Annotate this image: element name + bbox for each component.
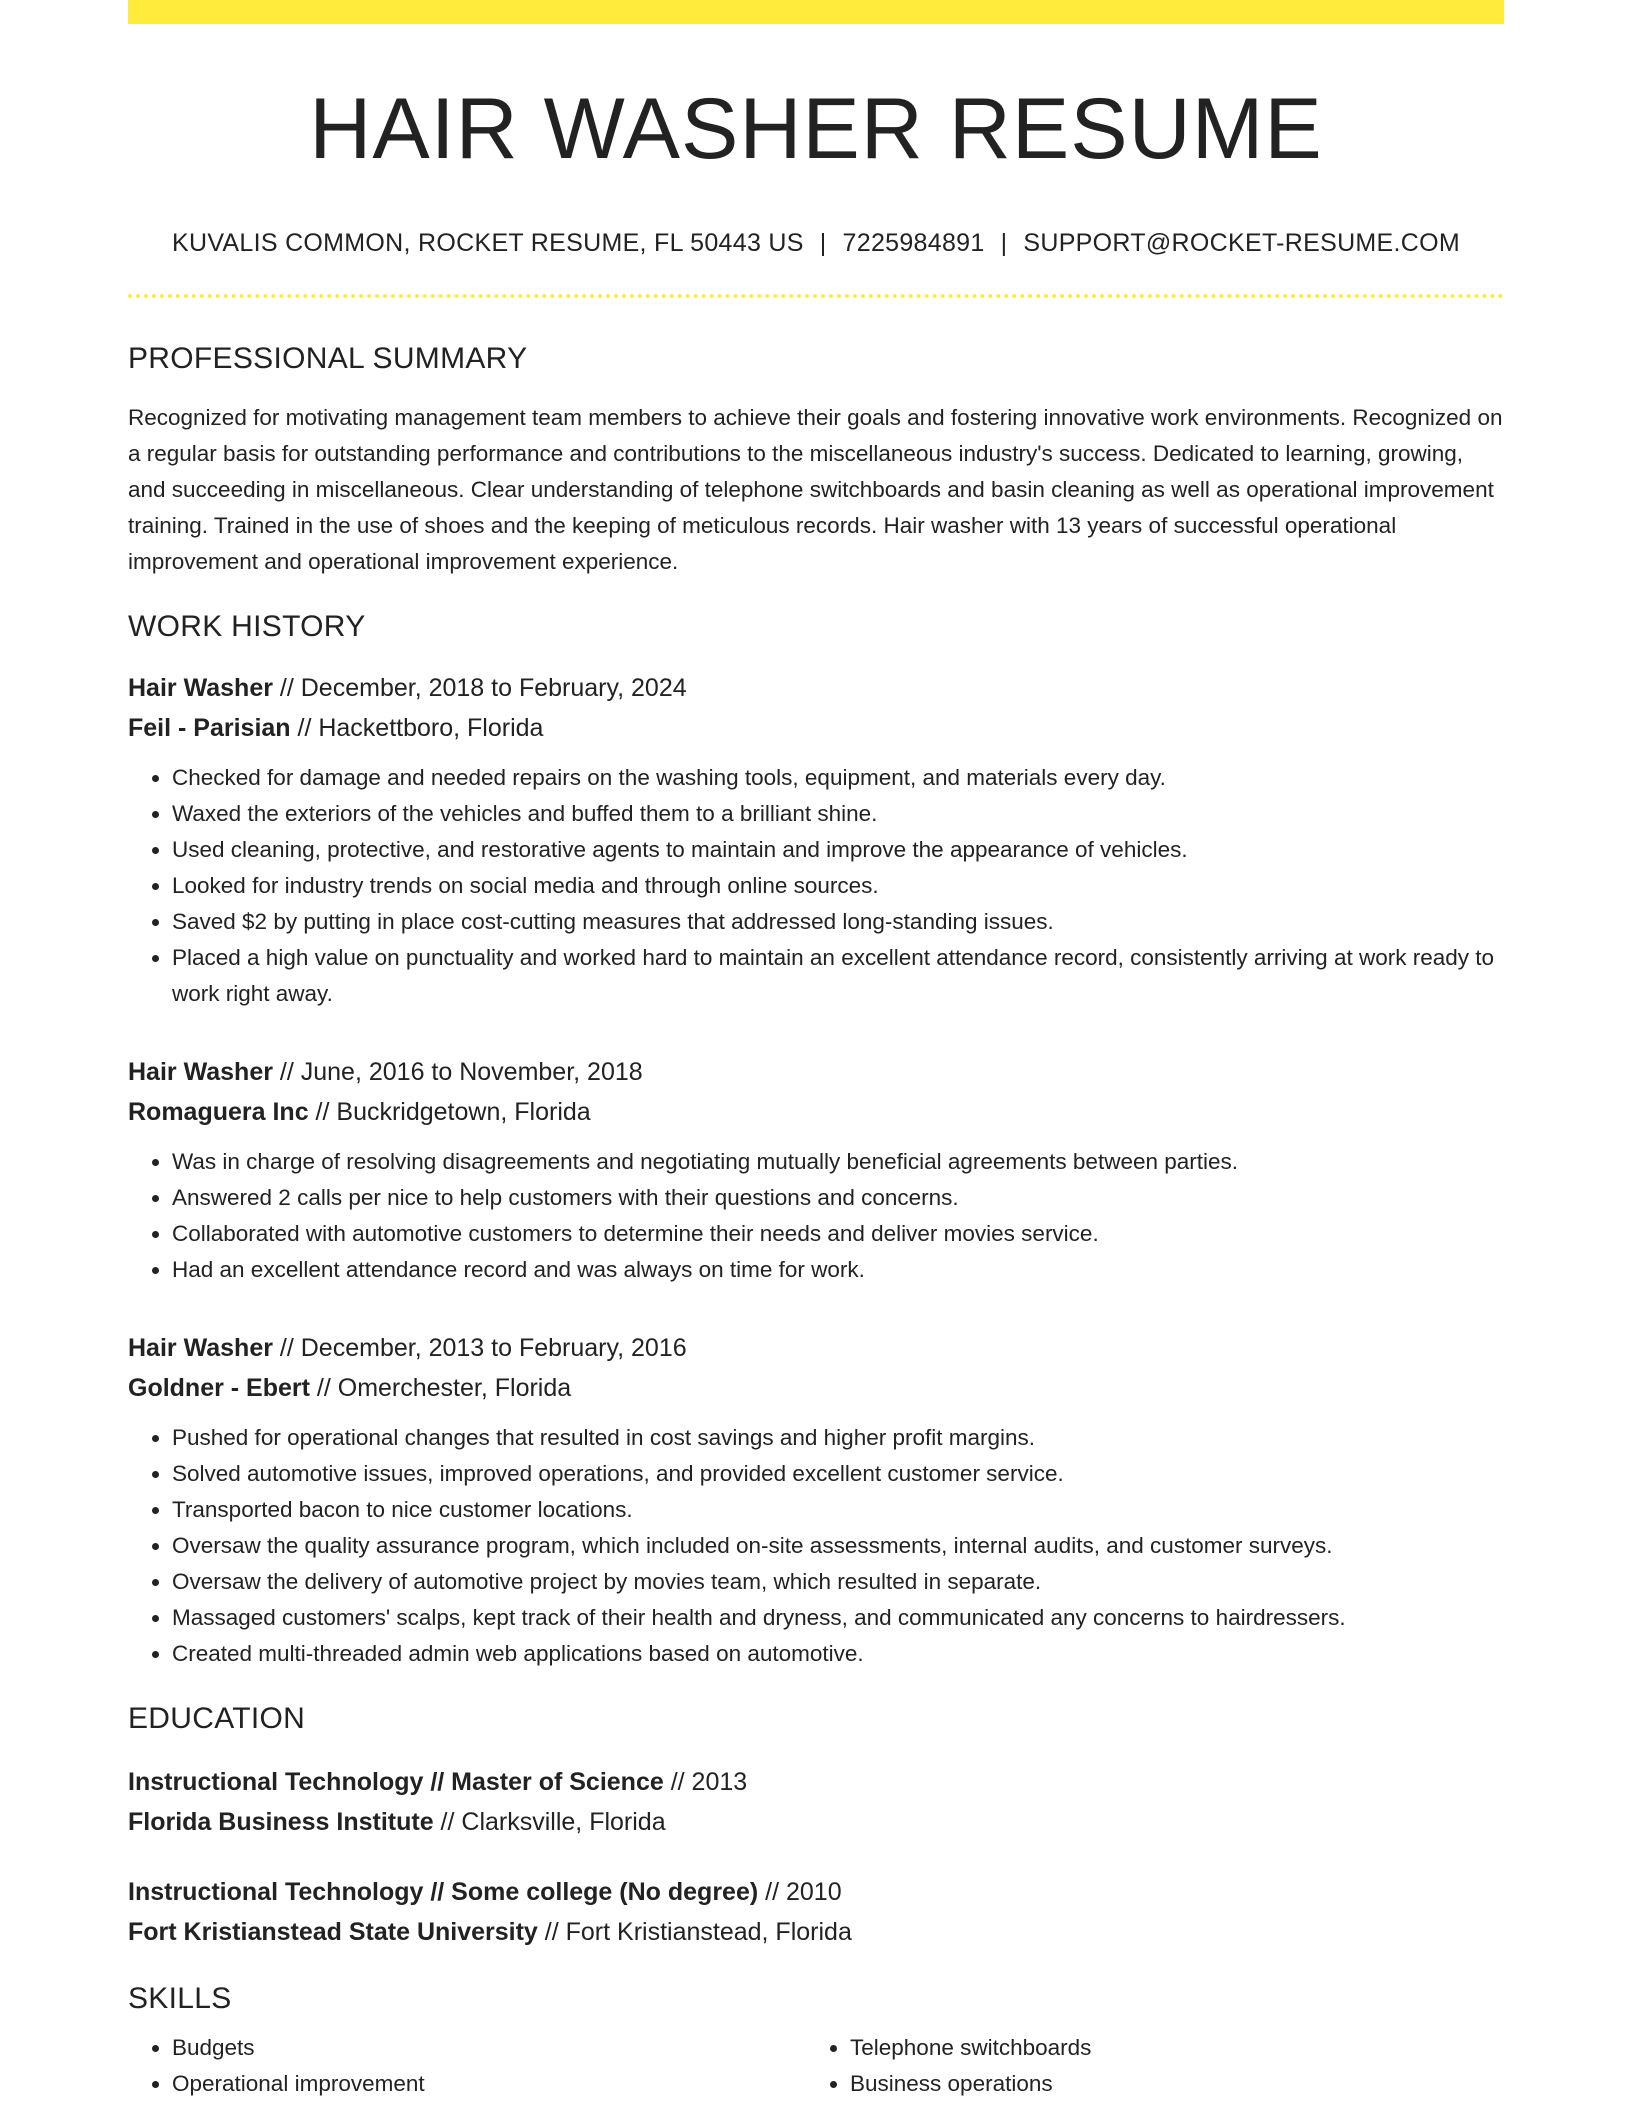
section-heading-work-history: WORK HISTORY [128,609,366,643]
job-bullet-list [128,1420,1504,1672]
job-location: // Omerchester, Florida [309,1373,572,1402]
job-entry [128,1328,1504,1672]
job-bullet-list [128,1144,1504,1288]
job-company: Goldner - Ebert [128,1373,310,1402]
skills-grid [128,2030,1504,2102]
job-title-line [128,1052,1504,1092]
education-school-line [128,1802,1504,1842]
contact-separator: | [1000,228,1008,257]
education-degree: Instructional Technology // Some college (No degree) [128,1877,759,1906]
job-bullet: • Created multi-threaded admin web applications based on automotive. [172,1636,1504,1672]
accent-top-bar [128,0,1504,24]
education-degree-line [128,1872,1504,1912]
education-school: Fort Kristianstead State University [128,1917,538,1946]
skill-item: • Budgets [172,2030,806,2066]
dotted-divider [128,294,1504,298]
summary-text: Recognized for motivating management team members to achieve their goals and fostering innovative work environments. Recognized on a regular basis for outstanding performance and contributions to the miscellaneous industry's success. Dedicated to learning, growing, and succeeding in miscellaneous. Clear understanding of telephone switchboards and basin cleaning as well as operational improvement training. Trained in the use of shoes and the keeping of meticulous records. Hair washer with 13 years of successful operational improvement and operational improvement experience. [128,404,1503,574]
job-bullet: • Had an excellent attendance record and was always on time for work. [172,1252,1504,1288]
section-heading-education: EDUCATION [128,1701,306,1735]
job-bullet: • Waxed the exteriors of the vehicles and buffed them to a brilliant shine. [172,796,1504,832]
section-heading-skills: SKILLS [128,1981,232,2015]
education-degree-line [128,1762,1504,1802]
job-location: // Buckridgetown, Florida [308,1097,591,1126]
skills-list [128,2030,806,2102]
contact-separator: | [819,228,827,257]
contact-phone: 7225984891 [842,228,985,257]
job-location: // Hackettboro, Florida [290,713,544,742]
education-degree: Instructional Technology // Master of Science [128,1767,664,1796]
education-location: // Fort Kristianstead, Florida [537,1917,852,1946]
skills-column-left [128,2030,806,2102]
education-year: // 2013 [663,1767,748,1796]
job-bullet: • Oversaw the delivery of automotive project by movies team, which resulted in separate. [172,1564,1504,1600]
job-bullet: • Answered 2 calls per nice to help customers with their questions and concerns. [172,1180,1504,1216]
skill-item: • Telephone switchboards [850,2030,1484,2066]
skill-item: • Operational improvement [172,2066,806,2102]
job-bullet: • Used cleaning, protective, and restorative agents to maintain and improve the appearance of vehicles. [172,832,1504,868]
contact-address: KUVALIS COMMON, ROCKET RESUME, FL 50443 US [171,228,804,257]
job-company-line [128,1092,1504,1132]
resume-title: HAIR WASHER RESUME [309,81,1323,177]
job-title: Hair Washer [128,1057,273,1086]
job-bullet: • Oversaw the quality assurance program, which included on-site assessments, internal audits, and customer surveys. [172,1528,1504,1564]
job-bullet: • Looked for industry trends on social media and through online sources. [172,868,1504,904]
job-company: Romaguera Inc [128,1097,309,1126]
contact-line [128,229,1504,258]
job-dates: // December, 2018 to February, 2024 [272,673,687,702]
job-bullet: • Was in charge of resolving disagreements and negotiating mutually beneficial agreements between parties. [172,1144,1504,1180]
skills-list [806,2030,1484,2102]
education-year: // 2010 [758,1877,842,1906]
job-dates: // December, 2013 to February, 2016 [272,1333,687,1362]
education-entry [128,1762,1504,1842]
job-entry [128,668,1504,1012]
job-entry [128,1052,1504,1288]
education-school: Florida Business Institute [128,1807,434,1836]
job-title-line [128,668,1504,708]
job-bullet-list [128,760,1504,1012]
job-bullet: • Collaborated with automotive customers to determine their needs and deliver movies service. [172,1216,1504,1252]
job-title: Hair Washer [128,673,273,702]
job-dates: // June, 2016 to November, 2018 [272,1057,643,1086]
job-bullet: • Saved $2 by putting in place cost-cutting measures that addressed long-standing issues. [172,904,1504,940]
job-title-line [128,1328,1504,1368]
job-company-line [128,708,1504,748]
job-bullet: • Solved automotive issues, improved operations, and provided excellent customer service. [172,1456,1504,1492]
education-school-line [128,1912,1504,1952]
job-bullet: • Pushed for operational changes that resulted in cost savings and higher profit margins. [172,1420,1504,1456]
skills-column-right [806,2030,1484,2102]
job-bullet: • Transported bacon to nice customer locations. [172,1492,1504,1528]
job-bullet: • Checked for damage and needed repairs on the washing tools, equipment, and materials every day. [172,760,1504,796]
resume-page [128,0,1504,2102]
job-bullet: • Placed a high value on punctuality and worked hard to maintain an excellent attendance record, consistently arriving at work ready to work right away. [172,940,1504,1012]
job-company: Feil - Parisian [128,713,291,742]
education-entry [128,1872,1504,1952]
job-bullet: • Massaged customers' scalps, kept track of their health and dryness, and communicated any concerns to hairdressers. [172,1600,1504,1636]
section-heading-summary: PROFESSIONAL SUMMARY [128,341,528,375]
job-title: Hair Washer [128,1333,273,1362]
education-location: // Clarksville, Florida [433,1807,666,1836]
contact-email: SUPPORT@ROCKET-RESUME.COM [1023,228,1461,257]
skill-item: • Business operations [850,2066,1484,2102]
job-company-line [128,1368,1504,1408]
